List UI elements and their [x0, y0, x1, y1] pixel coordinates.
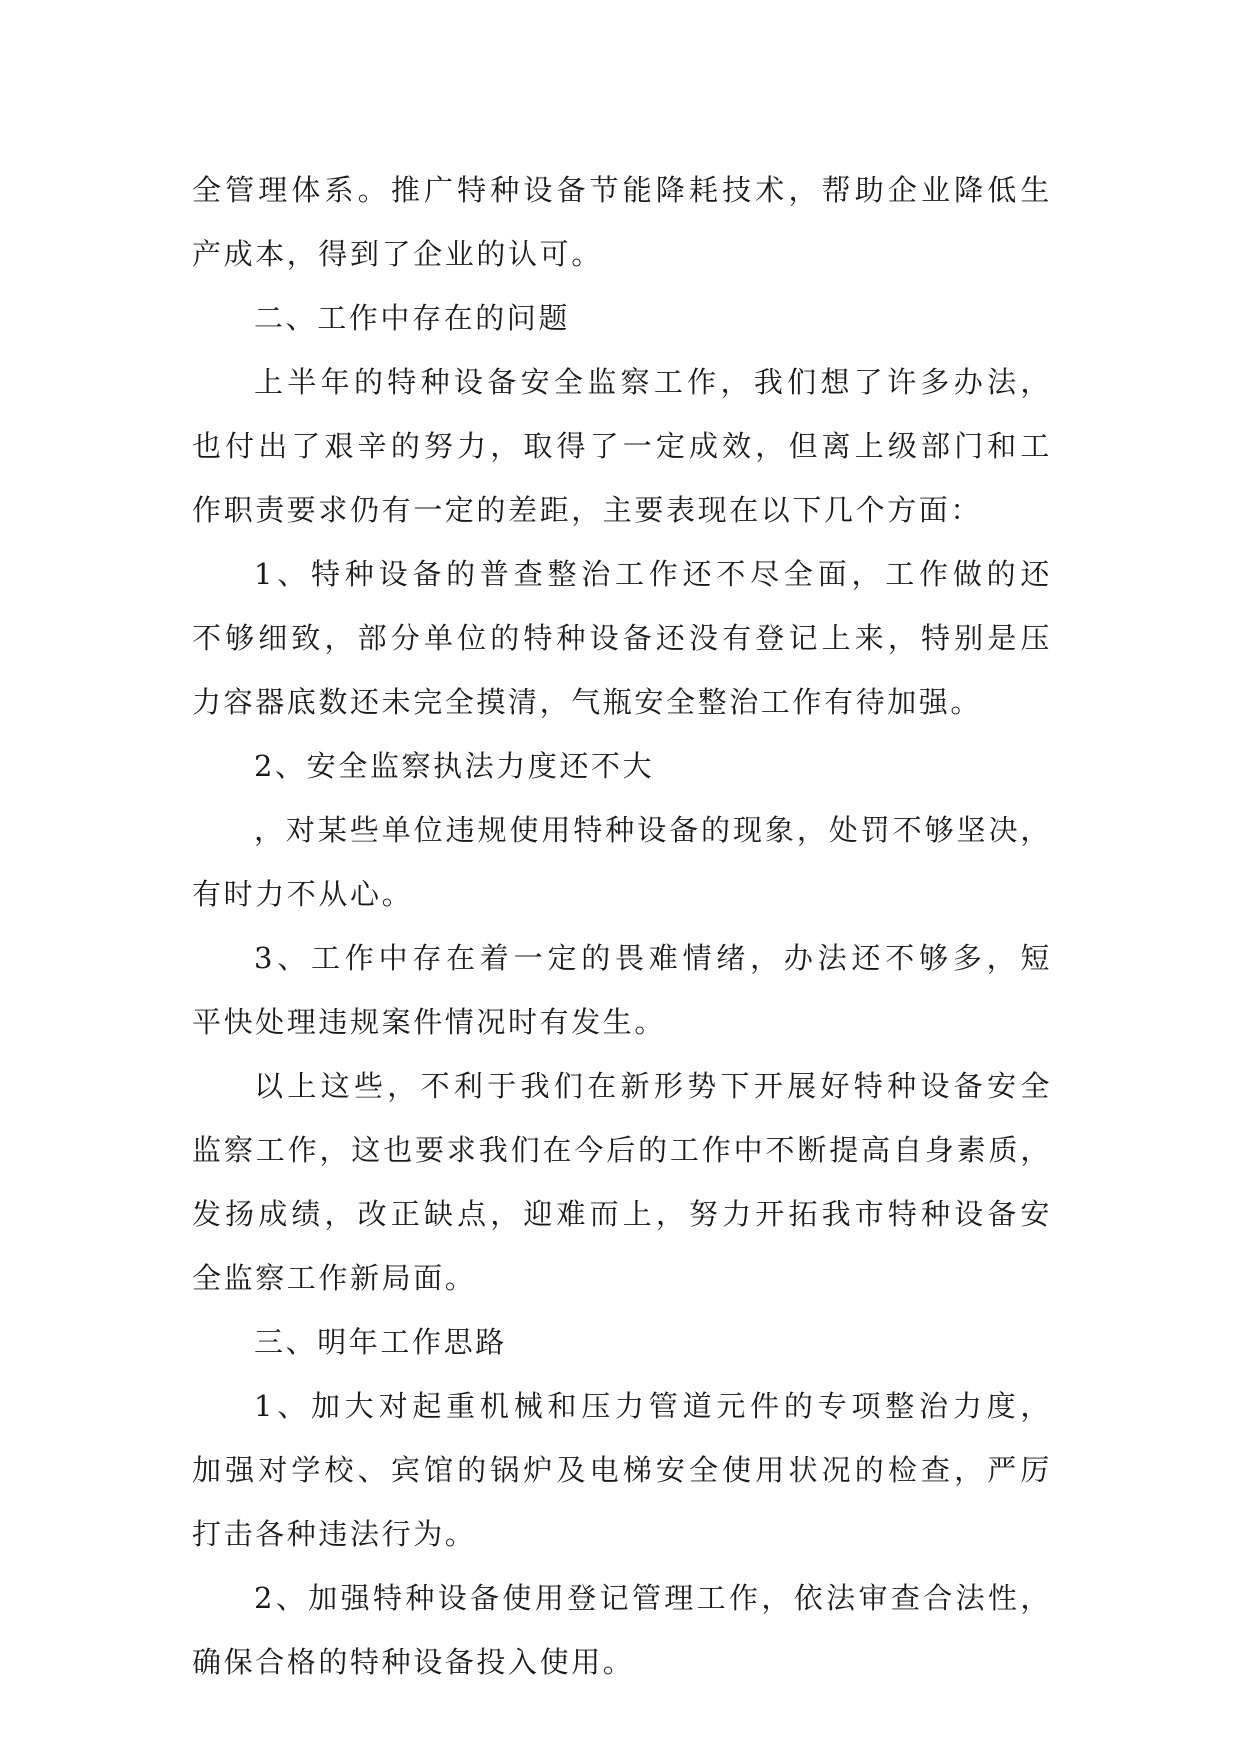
text-line: 平快处理违规案件情况时有发生。 [192, 1005, 667, 1039]
text-line: 2、安全监察执法力度还不大 [254, 749, 655, 783]
text-line: 力容器底数还未完全摸清，气瓶安全整治工作有待加强。 [192, 685, 983, 719]
text-line: 全监察工作新局面。 [192, 1261, 477, 1295]
text-line: 作职责要求仍有一定的差距，主要表现在以下几个方面： [192, 493, 983, 527]
text-line: 三、明年工作思路 [254, 1325, 507, 1359]
text-line: 以上这些，不利于我们在新形势下开展好特种设备安全 [254, 1069, 1052, 1103]
text-line: 确保合格的特种设备投入使用。 [192, 1645, 635, 1679]
text-line: 上半年的特种设备安全监察工作，我们想了许多办法， [254, 365, 1052, 399]
text-line: ，对某些单位违规使用特种设备的现象，处罚不够坚决， [254, 813, 1052, 847]
text-line: 也付出了艰辛的努力，取得了一定成效，但离上级部门和工 [192, 429, 1052, 463]
text-line: 不够细致，部分单位的特种设备还没有登记上来，特别是压 [192, 621, 1052, 655]
text-line: 打击各种违法行为。 [192, 1517, 477, 1551]
text-line: 2、加强特种设备使用登记管理工作，依法审查合法性， [254, 1581, 1052, 1615]
text-line: 全管理体系。推广特种设备节能降耗技术，帮助企业降低生 [192, 173, 1052, 207]
document-body [192, 158, 1052, 1694]
text-line: 产成本，得到了企业的认可。 [192, 237, 603, 271]
text-line: 1、特种设备的普查整治工作还不尽全面，工作做的还 [254, 557, 1052, 591]
text-line: 1、加大对起重机械和压力管道元件的专项整治力度， [254, 1389, 1052, 1423]
text-line: 3、工作中存在着一定的畏难情绪，办法还不够多，短 [254, 941, 1052, 975]
text-line: 二、工作中存在的问题 [254, 301, 571, 335]
text-line: 有时力不从心。 [192, 877, 414, 911]
text-line: 发扬成绩，改正缺点，迎难而上，努力开拓我市特种设备安 [192, 1197, 1052, 1231]
text-line: 加强对学校、宾馆的锅炉及电梯安全使用状况的检查，严厉 [192, 1453, 1052, 1487]
text-line: 监察工作，这也要求我们在今后的工作中不断提高自身素质， [192, 1133, 1052, 1167]
